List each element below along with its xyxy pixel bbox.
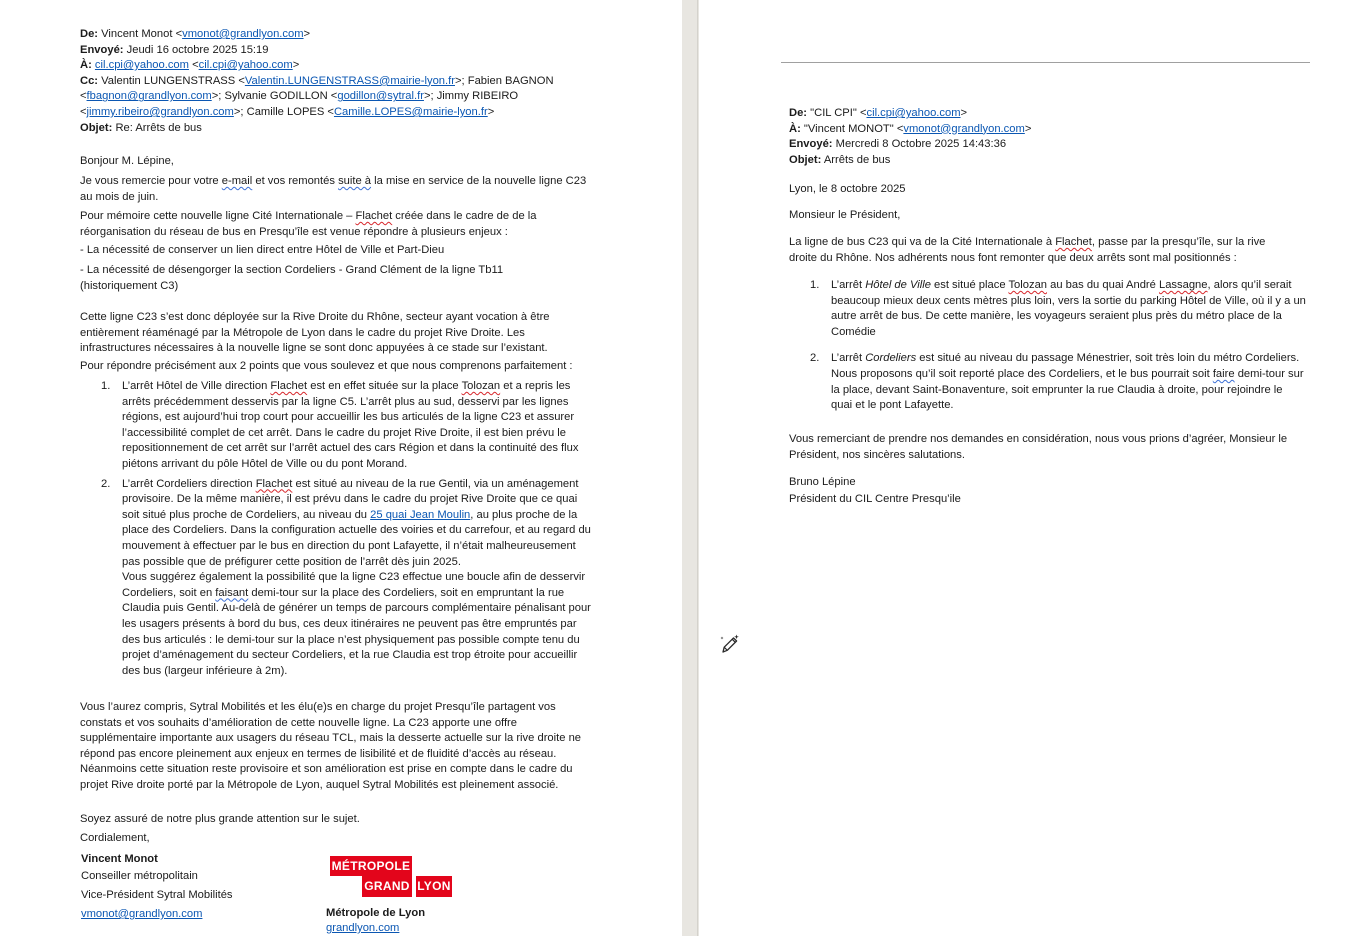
cc-email-link-1[interactable]: Valentin.LUNGENSTRASS@mairie-lyon.fr	[244, 74, 455, 87]
ritem2-text-a: L’arrêt	[831, 352, 866, 365]
org-site	[326, 921, 399, 936]
from-name: Vincent Monot <	[101, 28, 183, 40]
p1-text-c: la mise en service de la nouvelle ligne C23 au mois de juin.	[80, 175, 587, 203]
item1-flachet-word: Flachet	[270, 380, 308, 392]
email-header	[80, 27, 610, 136]
right-to-end: >	[1024, 122, 1032, 135]
org-name	[326, 906, 425, 922]
list-number: 2.	[810, 352, 820, 365]
p2-text-b: créée dans le cadre de de la réorganisation du réseau de bus en Presqu’île est venue répondre à plusieurs enjeux :	[80, 210, 537, 238]
p1-suite-word: suite à	[338, 175, 372, 187]
paragraph-1	[80, 174, 595, 205]
logo-grand: GRAND	[362, 876, 412, 897]
to-email-link[interactable]: cil.cpi@yahoo.com	[94, 59, 189, 72]
item2-text-d: Vous suggérez également la possibilité que la ligne C23 effectue une boucle afin de desservir Cordeliers, soit en	[122, 571, 586, 599]
right-sent-value: Mercredi 8 Octobre 2025 14:43:36	[835, 138, 1007, 151]
p1-text-b: et vos remontés	[252, 175, 339, 187]
item2-text-e: demi-tour sur la place des Cordeliers, soit en empruntant la rue Claudia puis Gentil. Au-delà de générer un temps de parcours complémentaire pénalisant pour les usagers présents à bord du bus, ces deux itinéraires ne peuvent pas être empruntés par des bus articulés : le demi-tour sur la place n’est physiquement pas possible compte tenu du projet d’aménagement du secteur Cordeliers, et la rue Claudia est trop étroite pour accueillir des bus (largeur inférieure à 2m).	[122, 586, 591, 677]
ritem1-text-d: , alors qu’il serait beaucoup mieux deux cents mètres plus loin, vers la sortie du parking Hôtel de Ville, où il y a un autre arrêt de bus. De cette manière, les voyageurs seraient plus près du métro place de la Comédie	[831, 279, 1306, 338]
list-number: 1.	[101, 380, 111, 392]
to-label: À:	[80, 59, 92, 72]
list-number: 2.	[101, 477, 111, 490]
ritem1-italic: Hôtel de Ville	[865, 279, 931, 291]
right-to-name: "Vincent MONOT" <	[803, 122, 904, 135]
right-list-item-2	[810, 351, 1306, 413]
item2-faisant-word: faisant	[215, 586, 249, 599]
cc-text-5: >; Jimmy RIBEIRO	[423, 90, 519, 103]
right-greeting: Monsieur le Président,	[789, 209, 901, 221]
rp1-text-a: La ligne de bus C23 qui va de la Cité Internationale à	[789, 236, 1056, 248]
paragraph-2	[80, 209, 565, 240]
to-email-link-2[interactable]: cil.cpi@yahoo.com	[198, 59, 293, 72]
ritem2-text-b: est situé au niveau du passage Ménestrier, soit très loin du métro Cordeliers. Nous proposons qu’il soit reporté place des Cordeliers, et le bus pourrait soit	[831, 352, 1300, 380]
left-list-item-1	[101, 379, 592, 473]
p1-text-a: Je vous remercie pour votre	[80, 175, 222, 187]
paragraph-3: Cette ligne C23 s’est donc déployée sur la Rive Droite du Rhône, secteur ayant vocation à être entièrement réaménagé par la Métropole de Lyon dans le cadre du projet Rive Droite. Les infrastructures nécessaires à la nouvelle ligne se sont donc appuyées à ce stade sur l’existant.	[80, 311, 550, 355]
cc-text-7: >; Camille LOPES <	[233, 105, 334, 118]
right-sent-label: Envoyé:	[789, 138, 833, 151]
cc-text-2: >; Fabien BAGNON	[454, 74, 554, 87]
ritem1-text-a: L’arrêt	[831, 279, 866, 291]
ritem2-faire-word: faire	[1212, 367, 1235, 380]
ritem2-italic: Cordeliers	[865, 352, 917, 365]
right-from-email-link[interactable]: cil.cpi@yahoo.com	[866, 107, 961, 119]
right-numbered-list	[810, 278, 1306, 414]
header-rule	[781, 62, 1310, 63]
cc-email-link-4[interactable]: jimmy.ribeiro@grandlyon.com	[86, 105, 234, 118]
cc-text-6: <	[80, 105, 87, 118]
cc-text-4: >; Sylvanie GODILLON <	[211, 90, 338, 103]
right-from-label: De:	[789, 107, 808, 119]
cc-text-1: Valentin LUNGENSTRASS <	[101, 74, 245, 87]
logo-line-1: MÉTROPOLE	[330, 856, 412, 876]
left-list-item-2	[101, 477, 592, 680]
right-from-end: >	[960, 107, 968, 119]
right-subject-label: Objet:	[789, 153, 822, 166]
from-end: >	[303, 28, 311, 40]
rp1-text-b: , passe par la presqu’île, sur la rive droite du Rhône. Nos adhérents nous font remonter que deux arrêts sont mal positionnés :	[789, 236, 1266, 264]
subject-label: Objet:	[80, 121, 113, 134]
logo-lyon: LYON	[416, 876, 452, 897]
ritem1-text-b: est situé place	[930, 279, 1009, 291]
p2-text-a: Pour mémoire cette nouvelle ligne Cité Internationale –	[80, 210, 356, 222]
greeting: Bonjour M. Lépine,	[80, 155, 174, 167]
subject-value: Re: Arrêts de bus	[115, 121, 202, 134]
item1-text-c: et a repris les arrêts précédemment desservis par la ligne C5. L’arrêt plus au sud, desservi par les lignes régions, est aujourd’hui trop court pour accueillir les bus articulés de la ligne C23 et assurer l’accessibilité complet de cet arrêt. Dans le cadre du projet Rive Droite, il est bien prévu le repositionnement de cet arrêt sur l’arrêt actuel des cars Région et dans la continuité des flux piétons arrivant du pôle Hôtel de Ville ou du pont Morand.	[122, 380, 579, 470]
right-email-header	[789, 106, 1309, 168]
p1-email-word: e-mail	[221, 175, 253, 187]
bullet-2: - La nécessité de désengorger la section Cordeliers - Grand Clément de la ligne Tb11 (historiquement C3)	[80, 264, 504, 292]
ritem1-tolozan-word: Tolozan	[1008, 279, 1048, 291]
cc-email-link-2[interactable]: fbagnon@grandlyon.com	[86, 90, 212, 103]
left-numbered-list	[101, 379, 592, 679]
p2-flachet-word: Flachet	[355, 210, 393, 222]
signature	[81, 852, 281, 924]
cc-email-link-3[interactable]: godillon@sytral.fr	[337, 90, 424, 103]
to-end: >	[292, 59, 300, 72]
sent-label: Envoyé:	[80, 43, 124, 56]
paragraph-5: Vous l’aurez compris, Sytral Mobilités et les élu(e)s en charge du projet Presqu’île partagent vos constats et vos souhaits d’amélioration de cette nouvelle ligne. La C23 apporte une offre supplémentaire importante aux usagers du réseau TCL, mais la desserte actuelle sur la rive droite ne répond pas encore pleinement aux enjeux en termes de lisibilité et de fluidité d’accès au réseau. Néanmoins cette situation reste provisoire et son amélioration est prise en compte dans le cadre du projet Rive droite porté par la Métropole de Lyon, auquel Sytral Mobilités est pleinement associé.	[80, 701, 582, 791]
right-to-email-link[interactable]: vmonot@grandlyon.com	[903, 122, 1025, 135]
signature-email-link[interactable]: vmonot@grandlyon.com	[81, 908, 203, 920]
item2-text-a: L’arrêt Cordeliers direction	[122, 477, 256, 490]
ritem1-lassagne-word: Lassagne	[1158, 279, 1208, 291]
right-to-label: À:	[789, 122, 801, 135]
closing: Cordialement,	[80, 832, 150, 844]
right-signature-name: Bruno Lépine	[789, 476, 856, 488]
ai-pen-icon[interactable]	[718, 632, 742, 656]
to-sep: <	[192, 59, 199, 72]
page-gutter	[697, 0, 698, 936]
bullet-1: - La nécessité de conserver un lien direct entre Hôtel de Ville et Part-Dieu	[80, 244, 445, 256]
list-number: 1.	[810, 279, 820, 291]
cc-text-3: <	[80, 90, 87, 103]
right-subject-value: Arrêts de bus	[823, 153, 891, 166]
right-list-item-1	[810, 278, 1306, 340]
signature-role-2: Vice-Président Sytral Mobilités	[81, 889, 233, 901]
sent-value: Jeudi 16 octobre 2025 15:19	[126, 43, 269, 56]
quai-jean-moulin-link[interactable]: 25 quai Jean Moulin	[370, 508, 471, 521]
item1-text-b: est en effet située sur la place	[307, 380, 462, 392]
right-from-name: "CIL CPI" <	[810, 107, 867, 119]
item2-flachet-word: Flachet	[255, 477, 293, 490]
right-paragraph-1	[789, 235, 1289, 266]
paragraph-6: Soyez assuré de notre plus grande attention sur le sujet.	[80, 813, 360, 825]
item1-tolozan-word: Tolozan	[461, 380, 501, 392]
right-place-date: Lyon, le 8 octobre 2025	[789, 183, 906, 195]
ritem2-text-c: demi-tour sur la place, devant Saint-Bonaventure, soit emprunter la rue Claudia à droite, pour rejoindre le quai et le pont Lafayette.	[831, 367, 1304, 412]
signature-role-1: Conseiller métropolitain	[81, 870, 198, 882]
ritem1-text-c: au bas du quai André	[1047, 279, 1159, 291]
item2-text-b: est situé au niveau de la rue Gentil, via un aménagement provisoire. De la même manière, il est prévu dans le cadre du projet Rive Droite que ce quai soit situé plus proche de Cordeliers, au niveau du	[122, 477, 579, 521]
cc-text-8: >	[487, 105, 495, 118]
signature-name: Vincent Monot	[81, 853, 158, 865]
rp1-flachet-word: Flachet	[1055, 236, 1092, 248]
from-email-link[interactable]: vmonot@grandlyon.com	[182, 28, 304, 40]
item2-text-c: , au plus proche de la place des Cordeliers. Dans la configuration actuelle des voiries et du carrefour, et au regard du mouvement à effectuer par le bus en direction du pont Lafayette, il n’était malheureusement pas possible que de préfigurer cette position de l’arrêt dès juin 2025.	[122, 508, 591, 568]
org-name-text: Métropole de Lyon	[326, 907, 426, 919]
cc-label: Cc:	[80, 74, 99, 87]
item1-text-a: L’arrêt Hôtel de Ville direction	[122, 380, 271, 392]
cc-email-link-5[interactable]: Camille.LOPES@mairie-lyon.fr	[333, 105, 488, 118]
metropole-logo	[330, 856, 453, 898]
paragraph-4: Pour répondre précisément aux 2 points que vous soulevez et que nous comprenons parfaitement :	[80, 360, 573, 372]
org-site-link[interactable]: grandlyon.com	[326, 922, 400, 934]
right-signature-title: Président du CIL Centre Presqu’ile	[789, 493, 961, 505]
from-label: De:	[80, 28, 99, 40]
right-paragraph-2: Vous remerciant de prendre nos demandes en considération, nous vous prions d’agréer, Monsieur le Président, nos sincères salutations.	[789, 433, 1288, 461]
